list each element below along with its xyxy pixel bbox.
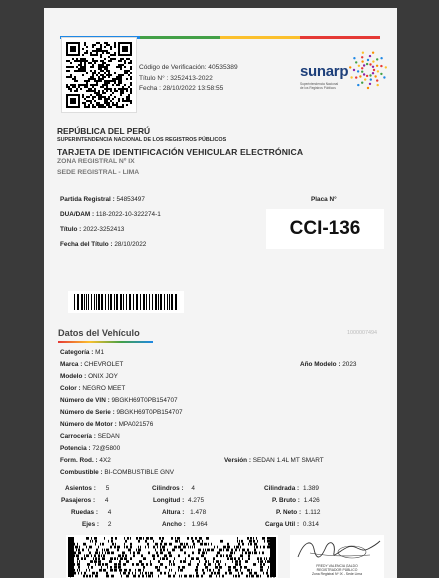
combustible-row: Combustible : BI-COMBUSTIBLE GNV — [60, 469, 174, 476]
verification-code: Código de Verificación: 40535389 — [139, 64, 238, 71]
ancho-row: Ancho : 1.964 — [162, 521, 208, 528]
dua-value: 118-2022-10-322274-1 — [95, 211, 161, 218]
country-heading: REPÚBLICA DEL PERÚ — [57, 126, 151, 136]
categoria-row: Categoría : M1 — [60, 349, 105, 356]
motor-row: Número de Motor : MPA021576 — [60, 421, 154, 428]
modelo-row: Modelo : ONIX JOY — [60, 373, 118, 380]
signer-office: Zona Registral Nº IX - Sede Lima — [311, 572, 363, 576]
barcode-small — [68, 291, 184, 313]
document-number: 1000007494 — [347, 330, 377, 336]
verification-block — [139, 63, 238, 95]
sunarp-logo — [296, 42, 392, 102]
section-title: Datos del Vehículo — [58, 328, 140, 338]
zone-heading: ZONA REGISTRAL Nº IX — [57, 158, 135, 165]
office-heading: SEDE REGISTRAL - LIMA — [57, 169, 140, 176]
partida-value: 54853497 — [116, 196, 145, 203]
signer-role: REGISTRADOR PÚBLICO — [316, 568, 358, 572]
dua-row: DUA/DAM : 118-2022-10-322274-1 — [60, 211, 161, 218]
altura-row: Altura : 1.478 — [162, 509, 207, 516]
carroceria-row: Carrocería : SEDAN — [60, 433, 120, 440]
color-row: Color : NEGRO MEET — [60, 385, 126, 392]
version-row: Versión : SEDAN 1.4L MT SMART — [224, 457, 324, 464]
carga-row: Carga Util : 0.314 — [265, 521, 319, 528]
vehicle-id-card — [44, 8, 397, 578]
titulo-value: 2022-3252413 — [83, 226, 125, 233]
anio-row: Año Modelo : 2023 — [300, 361, 357, 368]
pasajeros-row: Pasajeros : 4 — [61, 497, 109, 504]
title-number: Título N° : 3252413-2022 — [139, 74, 213, 82]
partida-row: Partida Registral : 54853497 — [60, 196, 145, 203]
barcode-large — [66, 535, 278, 578]
fecha-row: Fecha del Título : 28/10/2022 — [60, 241, 147, 248]
section-underline — [58, 341, 153, 343]
brand-name: sunarp — [300, 63, 349, 80]
ejes-row: Ejes : 2 — [82, 521, 112, 528]
agency-heading: SUPERINTENDENCIA NACIONAL DE LOS REGISTROS PÚBLICOS — [57, 137, 227, 143]
titulo-row: Título : 2022-3252413 — [60, 226, 125, 233]
issue-date: Fecha : 28/10/2022 13:58:55 — [139, 85, 224, 92]
marca-row: Marca : CHEVROLET — [60, 361, 124, 368]
formrod-row: Form. Rod. : 4X2 — [60, 457, 111, 464]
ruedas-row: Ruedas : 4 — [71, 509, 112, 516]
cilindros-row: Cilindros : 4 — [152, 485, 195, 492]
vin-row: Número de VIN : 9BGKH69T0PB154707 — [60, 397, 178, 404]
pbruto-row: P. Bruto : 1.426 — [272, 497, 320, 504]
document-title: TARJETA DE IDENTIFICACIÓN VEHICULAR ELECTRÓNICA — [57, 147, 304, 157]
plate-number: CCI-136 — [266, 209, 384, 249]
qr-code — [61, 37, 137, 113]
cilindrada-row: Cilindrada : 1.389 — [264, 485, 319, 492]
fecha-value: 28/10/2022 — [114, 241, 147, 248]
asientos-row: Asientos : 5 — [65, 485, 110, 492]
potencia-row: Potencia : 72@5800 — [60, 445, 121, 452]
pneto-row: P. Neto : 1.112 — [276, 509, 321, 516]
plate-label: Placa N° — [311, 196, 337, 203]
signer-name: FREDY VALENCIA GALDO — [316, 564, 358, 568]
longitud-row: Longitud : 4.275 — [153, 497, 205, 504]
signature-block — [290, 535, 384, 578]
signature-scribble — [290, 535, 384, 565]
serie-row: Número de Serie : 9BGKH69T0PB154707 — [60, 409, 183, 416]
brand-subtitle: Superintendencia Nacional de los Registros Públicos — [300, 82, 339, 90]
color-stripe — [60, 26, 380, 29]
